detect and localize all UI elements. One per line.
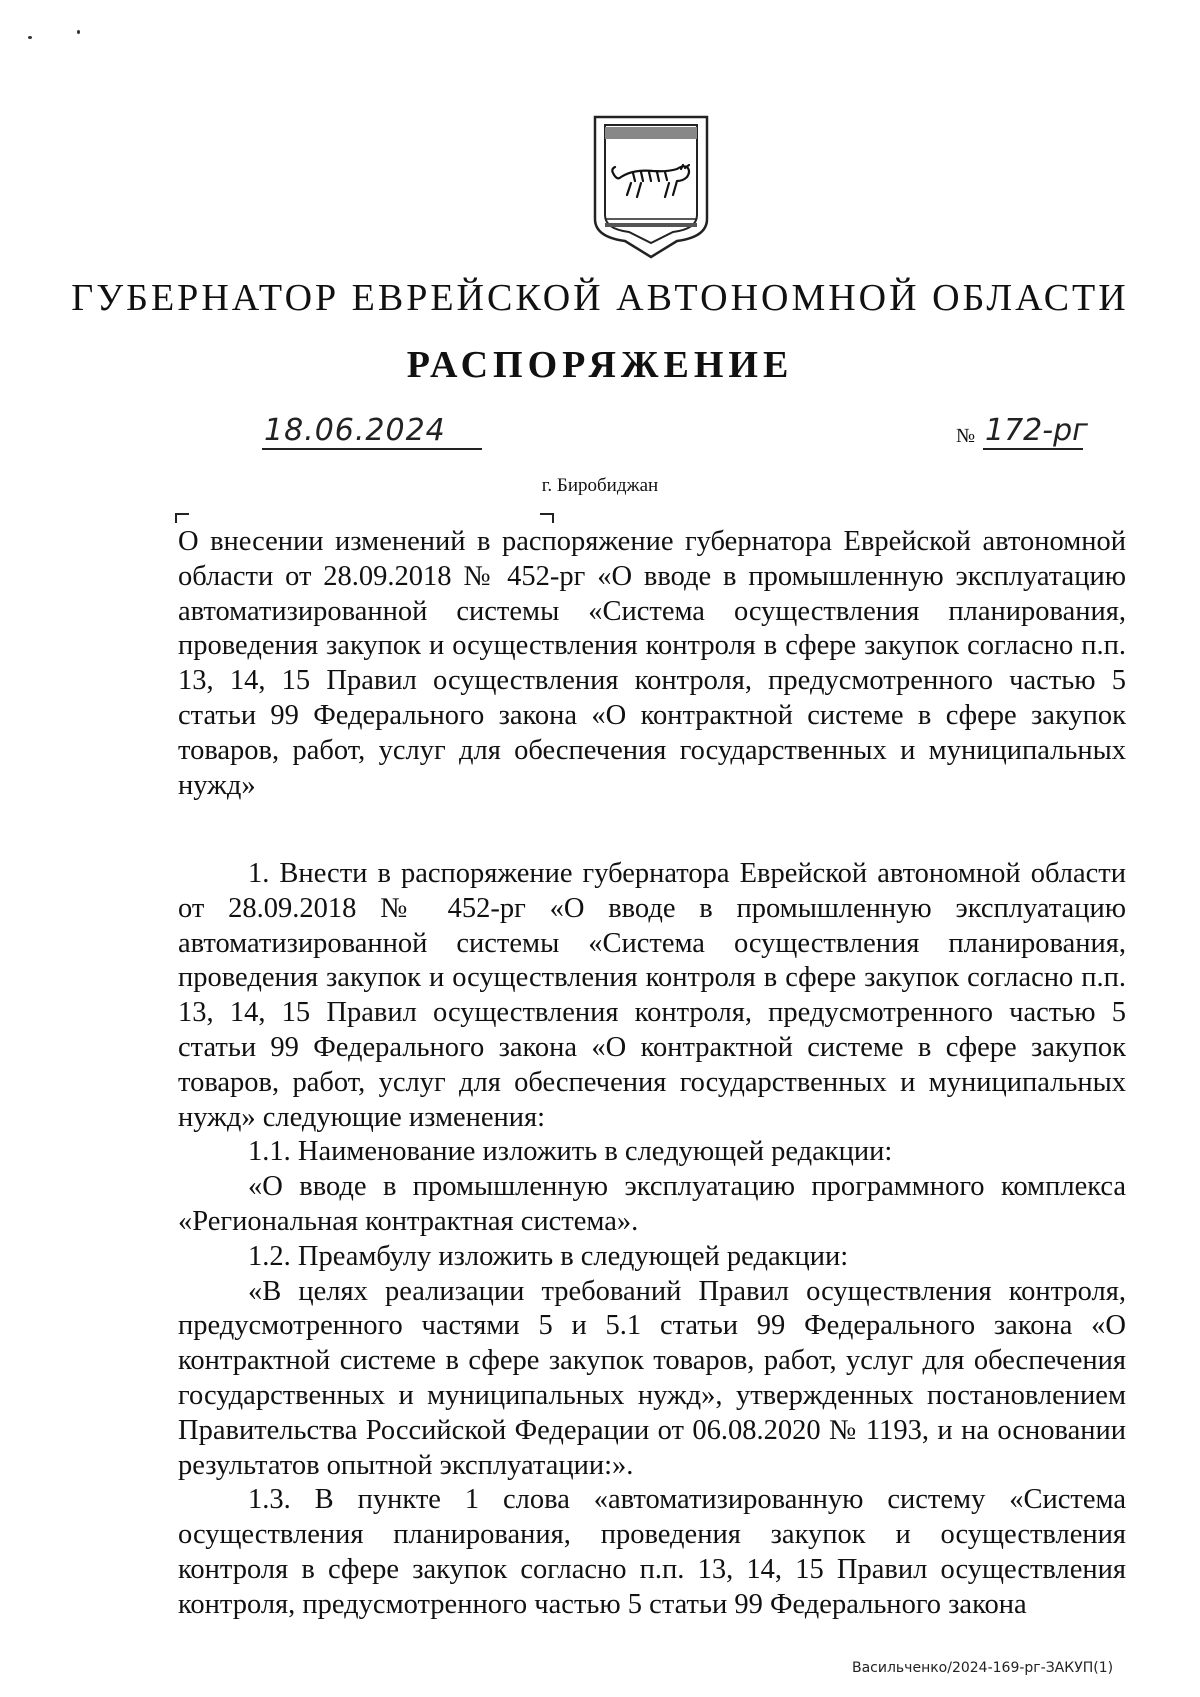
- date-underline: [262, 448, 482, 450]
- body-paragraph: 1.2. Преамбулу изложить в следующей редакции:: [248, 1240, 849, 1272]
- document-date: 18.06.2024: [264, 413, 446, 448]
- document-title: [178, 525, 1126, 803]
- title-bracket-right: [540, 513, 554, 523]
- scan-speck: [28, 36, 32, 39]
- document-type: РАСПОРЯЖЕНИЕ: [406, 344, 794, 386]
- organization-title: ГУБЕРНАТОР ЕВРЕЙСКОЙ АВТОНОМНОЙ ОБЛАСТИ: [71, 277, 1129, 319]
- body-paragraph: «О вводе в промышленную эксплуатацию программного комплекса «Региональная контрактная система».: [178, 1171, 1126, 1237]
- body-paragraph: 1.3. В пункте 1 слова «автоматизированную систему «Система осуществления планирования, проведения закупок и осуществления контроля в сфере закупок согласно п.п. 13, 14, 15 Правил осуществления контроля, предусмотренного частью 5 статьи 99 Федерального закона: [178, 1484, 1126, 1620]
- title-paragraph: О внесении изменений в распоряжение губернатора Еврейской автономной области от 28.09.2018 № 452-рг «О вводе в промышленную эксплуатацию автоматизированной системы «Система осуществления планирования, проведения закупок и осуществления контроля в сфере закупок согласно п.п. 13, 14, 15 Правил осуществления контроля, предусмотренного частью 5 статьи 99 Федерального закона «О контрактной системе в сфере закупок товаров, работ, услуг для обеспечения государственных и муниципальных нужд»: [178, 526, 1126, 801]
- number-underline: [983, 448, 1083, 450]
- body-paragraph: «В целях реализации требований Правил осуществления контроля, предусмотренного частями 5 и 5.1 статьи 99 Федерального закона «О контрактной системе в сфере закупок товаров, работ, услуг для обеспечения государственных и муниципальных нужд», утвержденных постановлением Правительства Российской Федерации от 06.08.2020 № 1193, и на основании результатов опытной эксплуатации:».: [178, 1275, 1126, 1481]
- scan-speck: [77, 30, 80, 34]
- footer-reference: Васильченко/2024-169-рг-ЗАКУП(1): [852, 1660, 1114, 1676]
- document-body: [178, 857, 1126, 1623]
- body-paragraph: 1. Внести в распоряжение губернатора Еврейской автономной области от 28.09.2018 № 452-рг «О вводе в промышленную эксплуатацию автоматизированной системы «Система осуществления планирования, проведения закупок и осуществления контроля в сфере закупок согласно п.п. 13, 14, 15 Правил осуществления контроля, предусмотренного частью 5 статьи 99 Федерального закона «О контрактной системе в сфере закупок товаров, работ, услуг для обеспечения государственных и муниципальных нужд» следующие изменения:: [178, 858, 1126, 1133]
- title-bracket-left: [175, 513, 189, 523]
- number-sign: №: [956, 425, 976, 447]
- coat-of-arms-tiger-icon: [591, 115, 711, 259]
- city: г. Биробиджан: [541, 475, 659, 496]
- body-paragraph: 1.1. Наименование изложить в следующей редакции:: [248, 1136, 893, 1168]
- document-number: 172-рг: [985, 413, 1088, 448]
